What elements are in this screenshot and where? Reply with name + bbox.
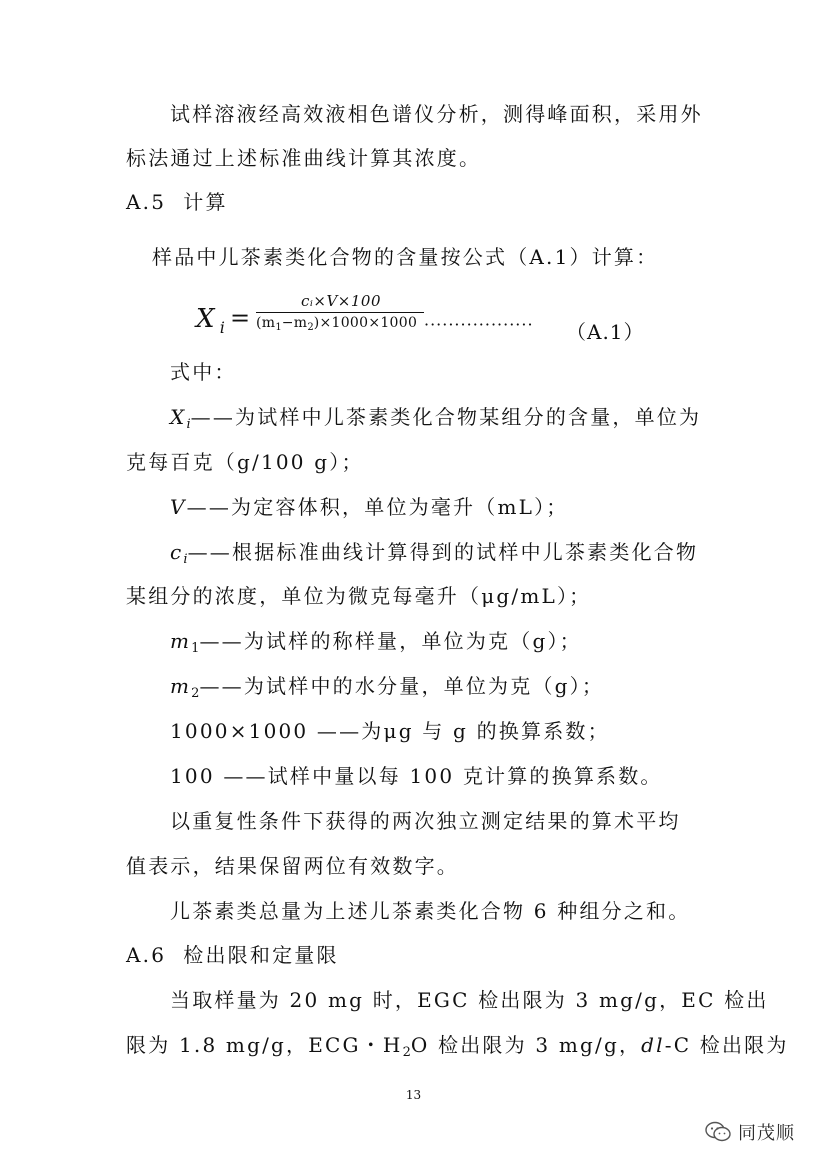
fraction-bar xyxy=(256,312,424,313)
definition-xi-cont: 克每百克（g/100 g）； xyxy=(126,450,364,474)
definition-v: V——为定容体积，单位为毫升（mL）； xyxy=(170,495,569,519)
page-number: 13 xyxy=(405,1088,422,1102)
formula-equals: = xyxy=(230,304,251,332)
section-title: 检出限和定量限 xyxy=(183,943,339,967)
section-heading-a6 xyxy=(126,943,339,967)
paragraph-total: 儿茶素类总量为上述儿茶素类化合物 6 种组分之和。 xyxy=(170,899,691,923)
formula-intro: 样品中儿茶素类化合物的含量按公式（A.1）计算： xyxy=(152,245,659,269)
section-number: A.5 xyxy=(126,190,167,214)
where-label: 式中： xyxy=(170,360,237,384)
definition-conversion-100: 100 ——试样中量以每 100 克计算的换算系数。 xyxy=(170,764,663,788)
formula-denominator: $(m_1-m_2)\times 1000\times 1000$ xyxy=(256,315,418,333)
formula-a1 xyxy=(196,292,656,344)
paragraph-line: 标法通过上述标准曲线计算其浓度。 xyxy=(126,146,482,170)
definition-ci-cont: 某组分的浓度，单位为微克每毫升（μg/mL）； xyxy=(126,584,592,608)
formula-lhs: X $_i$ xyxy=(196,304,225,337)
paragraph-line: 当取样量为 20 mg 时，EGC 检出限为 3 mg/g，EC 检出 xyxy=(170,988,769,1012)
paragraph-line: 以重复性条件下获得的两次独立测定结果的算术平均 xyxy=(170,809,681,833)
wechat-icon xyxy=(704,1121,732,1143)
paragraph-line: 值表示，结果保留两位有效数字。 xyxy=(126,854,459,878)
definition-m1: $m_1——$为试样的称样量，单位为克（g）； xyxy=(170,629,582,656)
definition-m2: $m_2——$为试样中的水分量，单位为克（g）； xyxy=(170,674,605,701)
section-number: A.6 xyxy=(126,943,167,967)
paragraph-line: 限为 1.8 mg/g，ECG・$H_2O$ 检出限为 3 mg/g，dl-C 检出限为 xyxy=(126,1033,789,1060)
formula-tag: （A.1） xyxy=(566,320,645,344)
section-heading-a5 xyxy=(126,190,228,214)
paragraph-line: 试样溶液经高效液相色谱仪分析，测得峰面积，采用外 xyxy=(170,102,703,126)
formula-numerator: cᵢ×V×100 xyxy=(300,292,382,310)
section-title: 计算 xyxy=(183,190,228,214)
definition-conversion-1000: 1000×1000 ——为μg 与 g 的换算系数； xyxy=(170,719,610,743)
formula-leader-dots: ·················· xyxy=(424,315,534,334)
watermark xyxy=(704,1120,795,1144)
definition-xi: $X_i——$为试样中儿茶素类化合物某组分的含量，单位为 xyxy=(170,405,702,432)
watermark-text: 同茂顺 xyxy=(738,1123,795,1144)
definition-ci: $c_i——$根据标准曲线计算得到的试样中儿茶素类化合物 xyxy=(170,540,699,567)
